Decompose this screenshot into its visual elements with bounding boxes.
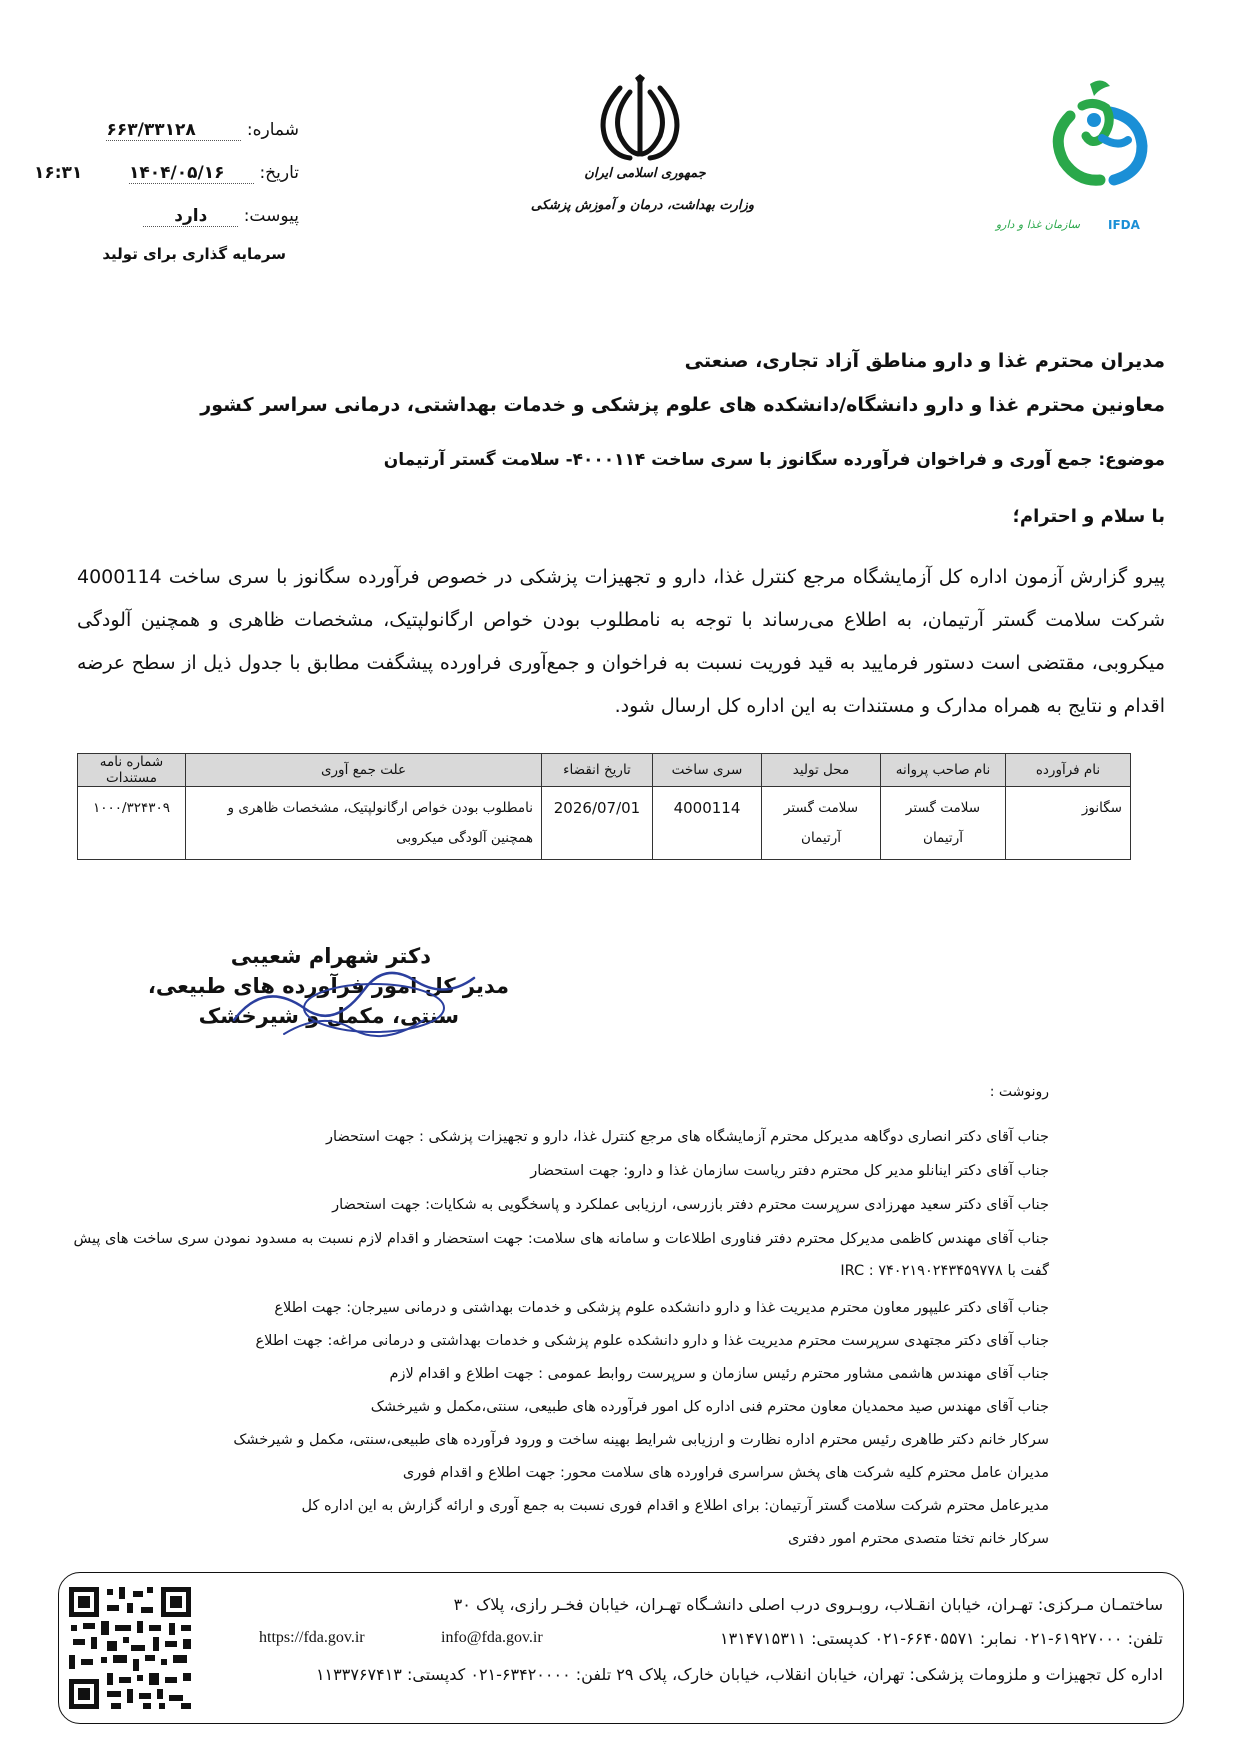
th-product: نام فرآورده	[1006, 754, 1131, 787]
cell-document-number: ۱۰۰۰/۳۲۴۳۰۹	[78, 787, 186, 860]
cc-line: جناب آقای دکتر اینانلو مدیر کل محترم دفتر ریاست سازمان غذا و دارو: جهت استحضار	[530, 1163, 1049, 1179]
cc-line: گفت با IRC : ۷۴۰۲۱۹۰۲۴۳۴۵۹۷۷۸	[840, 1263, 1049, 1279]
cc-line: جناب آقای دکتر مجتهدی سرپرست محترم مدیریت غذا و دارو دانشکده علوم پزشکی و خدمات بهداشتی و درمانی مراغه: جهت اطلاع	[255, 1333, 1049, 1349]
body-paragraph: پیرو گزارش آزمون اداره کل آزمایشگاه مرجع کنترل غذا، دارو و تجهیزات پزشکی در خصوص فرآورده سگانوز با سری ساخت 4000114 شرکت سلامت گستر آرتیمان، به اطلاع می‌رساند با توجه به نامطلوب بودن خواص ارگانولپتیک، مشخصات ظاهری و همچنین آلودگی میکروبی، مقتضی است دستور فرمایید به قید فوریت نسبت به فراخوان و جمع‌آوری فراورده پیشگفت مطابق با جدول ذیل از سطح عرضه اقدام و نتایج به همراه مدارک و مستندات به این اداره کل ارسال شود.	[77, 566, 1165, 717]
emblem-line2: وزارت بهداشت، درمان و آموزش پزشکی	[530, 198, 755, 213]
footer-office: اداره کل تجهیزات و ملزومات پزشکی: تهران، خیابان انقلاب، خیابان خارک، پلاک ۲۹ تلفن: ۶۳۴۲۰۰۰۰-۰۲۱ کدپستی: ۱۱۳۳۷۶۷۴۱۳	[315, 1665, 1163, 1684]
cell-production-site: سلامت گستر آرتیمان	[762, 787, 881, 860]
cell-product: سگانوز	[1006, 787, 1131, 860]
th-expiry: تاریخ انقضاء	[542, 754, 653, 787]
letter-attachment	[143, 206, 299, 227]
cc-line: جناب آقای دکتر علیپور معاون محترم مدیریت غذا و دارو دانشکده علوم پزشکی و خدمات بهداشتی و درمانی سیرجان: جهت اطلاع	[274, 1300, 1049, 1316]
iran-emblem	[590, 74, 690, 164]
fda-logo	[1030, 76, 1160, 196]
handwritten-signature	[224, 950, 484, 1050]
signer-title-1: مدیر کل امور فرآورده های طبیعی،	[147, 974, 509, 998]
th-document-number: شماره نامه مستندات	[78, 754, 186, 787]
footer-box	[58, 1572, 1184, 1724]
footer-email[interactable]: info@fda.gov.ir	[441, 1629, 543, 1646]
qr-code-icon	[61, 1579, 199, 1717]
cc-line: جناب آقای مهندس کاظمی مدیرکل محترم دفتر فناوری اطلاعات و سامانه های سلامت: جهت استحضار و اقدام لازم نسبت به مسدود نمودن سری ساخت های پیش	[73, 1231, 1049, 1247]
cc-line: مدیران عامل محترم کلیه شرکت های پخش سراسری فراورده های سلامت محور: جهت اطلاع و اقدام فوری	[402, 1465, 1049, 1481]
letter-date-label: تاریخ:	[259, 163, 299, 183]
cell-license-holder: سلامت گستر آرتیمان	[881, 787, 1006, 860]
letter-number-value: ۶۶۳/۳۳۱۲۸	[106, 120, 241, 141]
emblem-icon	[590, 74, 690, 164]
emblem-line1: جمهوری اسلامی ایران	[584, 166, 706, 181]
fda-name: سازمان غذا و دارو	[995, 218, 1080, 231]
th-license-holder: نام صاحب پروانه	[881, 754, 1006, 787]
cc-line: جناب آقای مهندس هاشمی مشاور محترم رئیس سازمان و سرپرست روابط عمومی : جهت اطلاع و اقدام لازم	[389, 1366, 1049, 1382]
fda-logo-icon	[1030, 76, 1160, 196]
signer-name: دکتر شهرام شعیبی	[230, 944, 431, 968]
th-batch: سری ساخت	[653, 754, 762, 787]
th-production-site: محل تولید	[762, 754, 881, 787]
footer-website[interactable]: https://fda.gov.ir	[259, 1629, 365, 1646]
recipient-line-1: مدیران محترم غذا و دارو مناطق آزاد تجاری، صنعتی	[684, 350, 1165, 372]
recall-table	[77, 753, 1131, 860]
letter-time: ۱۶:۳۱	[34, 163, 83, 183]
greeting: با سلام و احترام؛	[1012, 506, 1165, 527]
table-header-row	[78, 754, 1131, 787]
footer-address: ساختمـان مـرکزی: تهـران، خیابان انقـلاب، روبـروی درب اصلی دانشـگاه تهـران، خیابان فخـر رازی، پلاک ۳۰	[453, 1595, 1163, 1614]
fda-abbr: IFDA	[1108, 218, 1140, 232]
signer-title-2: سنتی، مکمل و شیرخشک	[198, 1004, 459, 1028]
subject-line: موضوع: جمع آوری و فراخوان فرآورده سگانوز با سری ساخت ۴۰۰۰۱۱۴- سلامت گستر آرتیمان	[383, 450, 1165, 470]
cc-line: سرکار خانم تختا متصدی محترم امور دفتری	[788, 1531, 1049, 1547]
recipient-line-2: معاونین محترم غذا و دارو دانشگاه/دانشکده های علوم پزشکی و خدمات بهداشتی، درمانی سراسر کشور	[200, 394, 1165, 416]
cc-line: جناب آقای مهندس صید محمدیان معاون محترم فنی اداره کل امور فرآورده های طبیعی، سنتی،مکمل و شیرخشک	[370, 1399, 1049, 1415]
letter-attachment-value: دارد	[143, 206, 238, 227]
cc-line: جناب آقای دکتر انصاری دوگاهه مدیرکل محترم آزمایشگاه های مرجع کنترل غذا، دارو و تجهیزات پزشکی : جهت استحضار	[326, 1129, 1049, 1145]
signature-scribble-icon	[224, 950, 484, 1050]
letter-attachment-label: پیوست:	[243, 206, 299, 226]
table-row	[78, 787, 1131, 860]
cc-line: سرکار خانم دکتر طاهری رئیس محترم اداره نظارت و ارزیابی شرایط بهینه ساخت و ورود فرآورده های طبیعی،سنتی، مکمل و شیرخشک	[233, 1432, 1049, 1448]
cell-batch: 4000114	[653, 787, 762, 860]
letter-date	[129, 163, 299, 184]
cell-recall-reason: نامطلوب بودن خواص ارگانولپتیک، مشخصات ظاهری و همچنین آلودگی میکروبی	[186, 787, 542, 860]
qr-code	[61, 1579, 199, 1717]
th-recall-reason: علت جمع آوری	[186, 754, 542, 787]
cell-expiry: 2026/07/01	[542, 787, 653, 860]
letter-date-value: ۱۴۰۴/۰۵/۱۶	[129, 163, 254, 184]
letter-number	[106, 120, 299, 141]
slogan: سرمایه گذاری برای تولید	[102, 245, 286, 263]
cc-line: جناب آقای دکتر سعید مهرزادی سرپرست محترم دفتر بازرسی، ارزیابی عملکرد و پاسخگویی به شکایات: جهت استحضار	[332, 1197, 1049, 1213]
letter-number-label: شماره:	[246, 120, 299, 140]
footer-contacts: تلفن: ۶۱۹۲۷۰۰۰-۰۲۱ نمابر: ۶۶۴۰۵۵۷۱-۰۲۱ کدپستی: ۱۳۱۴۷۱۵۳۱۱	[720, 1629, 1163, 1648]
cc-title: رونوشت :	[989, 1084, 1049, 1100]
cc-line: مدیرعامل محترم شرکت سلامت گستر آرتیمان: برای اطلاع و اقدام فوری نسبت به جمع آوری و ارائه گزارش به این اداره کل	[301, 1498, 1049, 1514]
